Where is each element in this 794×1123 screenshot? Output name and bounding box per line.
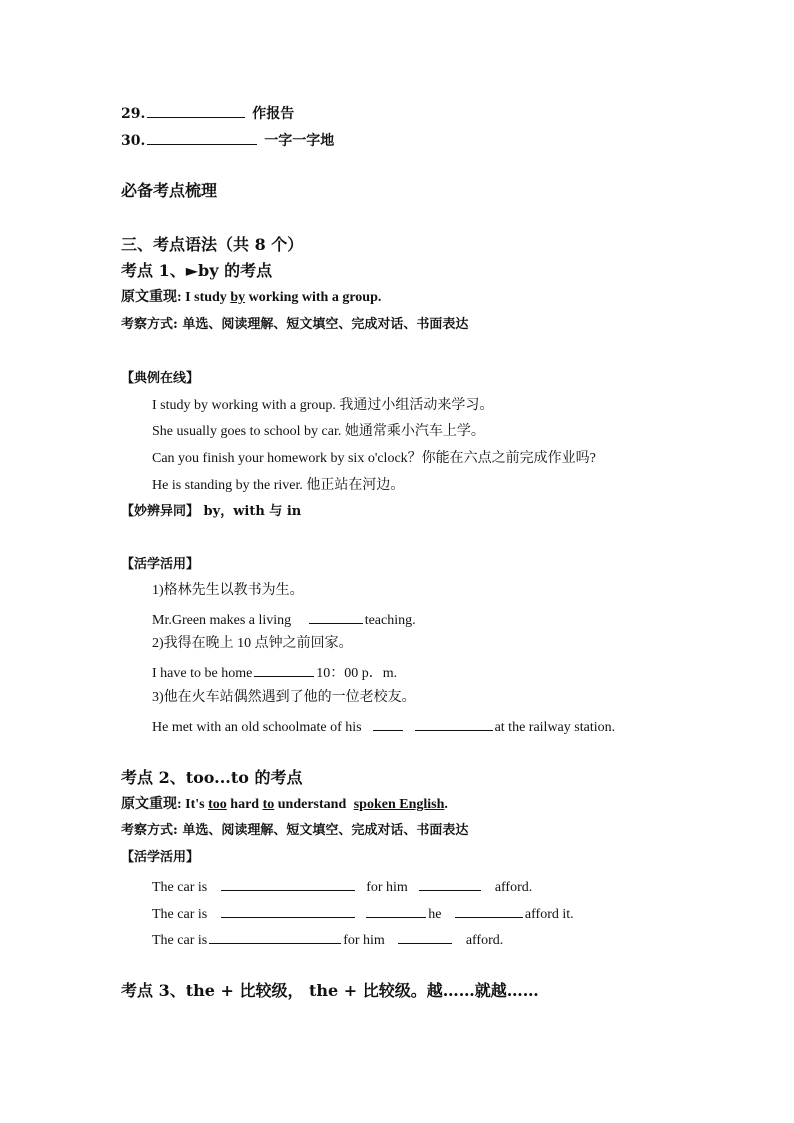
point1-exam xyxy=(121,318,468,331)
practice-label: 【活学活用】 xyxy=(121,557,200,572)
vocab-meaning: 作报告 xyxy=(252,106,295,122)
sentence-part: Mr.Green makes a living xyxy=(152,613,292,628)
diff-text: by，with 与 in xyxy=(203,504,302,519)
sentence-part: afford. xyxy=(465,933,504,948)
answer-blank[interactable] xyxy=(366,905,426,918)
original-underlined: too xyxy=(208,797,227,812)
vocab-number: 29. xyxy=(121,106,146,122)
answer-blank[interactable] xyxy=(455,905,523,918)
vocab-item-30 xyxy=(121,132,334,148)
diff-label: 【妙辨异同】 xyxy=(121,504,200,519)
practice-q2-cn: 2)我得在晚上 10 点钟之前回家。 xyxy=(152,636,353,651)
answer-blank[interactable] xyxy=(147,105,245,118)
point2-row-1 xyxy=(152,878,532,895)
grammar-heading: 三、考点语法（共 8 个） xyxy=(121,235,304,254)
example-sentence: She usually goes to school by car. 她通常乘小汽车上学。 xyxy=(152,424,485,439)
sentence-part: The car is xyxy=(152,880,208,895)
point2-title: 考点 2、too...to 的考点 xyxy=(121,768,303,787)
point3-title: 考点 3、the + 比较级， the + 比较级。越……就越…… xyxy=(121,981,539,1000)
original-label: 原文重现: xyxy=(121,797,182,812)
sentence-part: at the railway station. xyxy=(494,720,616,735)
original-text: I study xyxy=(185,290,227,305)
answer-blank[interactable] xyxy=(419,878,481,891)
sentence-part: He met with an old schoolmate of his xyxy=(152,720,362,735)
sentence-part: teaching. xyxy=(364,613,416,628)
original-underlined: by xyxy=(230,290,246,305)
practice-q1 xyxy=(152,611,416,628)
practice-q3 xyxy=(152,718,615,735)
point2-practice-label: 【活学活用】 xyxy=(121,850,200,865)
point1-original xyxy=(121,291,381,305)
exam-text: 单选、阅读理解、短文填空、完成对话、书面表达 xyxy=(182,823,469,838)
point2-original xyxy=(121,798,448,812)
sentence-part: The car is xyxy=(152,933,208,948)
practice-q3-cn: 3)他在火车站偶然遇到了他的一位老校友。 xyxy=(152,690,416,705)
answer-blank[interactable] xyxy=(398,931,452,944)
exam-label: 考察方式: xyxy=(121,317,178,332)
sentence-part: 10：00 p．m. xyxy=(316,666,398,681)
original-text: It's xyxy=(185,797,205,812)
original-label: 原文重现: xyxy=(121,290,182,305)
sentence-part: The car is xyxy=(152,907,208,922)
exam-label: 考察方式: xyxy=(121,823,178,838)
practice-q1-cn: 1)格林先生以教书为生。 xyxy=(152,583,304,598)
answer-blank[interactable] xyxy=(209,931,341,944)
original-text: hard xyxy=(230,797,260,812)
point2-row-3 xyxy=(152,931,503,948)
point2-exam xyxy=(121,824,468,837)
example-sentence: Can you finish your homework by six o'clock？你能在六点之前完成作业吗? xyxy=(152,451,596,466)
sentence-part: afford. xyxy=(494,880,533,895)
sentence-part: for him xyxy=(366,880,408,895)
section-title: 必备考点梳理 xyxy=(121,181,218,200)
answer-blank[interactable] xyxy=(147,132,257,145)
practice-q2 xyxy=(152,664,397,681)
answer-blank[interactable] xyxy=(309,611,363,624)
sentence-part: afford it. xyxy=(524,907,574,922)
original-underlined: to xyxy=(262,797,275,812)
original-underlined: spoken English xyxy=(353,797,445,812)
answer-blank[interactable] xyxy=(221,905,355,918)
point2-row-2 xyxy=(152,905,574,922)
example-sentence: I study by working with a group. 我通过小组活动来学习。 xyxy=(152,398,494,413)
exam-text: 单选、阅读理解、短文填空、完成对话、书面表达 xyxy=(182,317,469,332)
vocab-number: 30. xyxy=(121,133,146,149)
sentence-part: he xyxy=(428,907,442,922)
diff-line xyxy=(121,505,301,518)
original-text: understand xyxy=(277,797,347,812)
sentence-part: for him xyxy=(343,933,385,948)
answer-blank[interactable] xyxy=(373,718,403,731)
vocab-item-29 xyxy=(121,105,294,121)
answer-blank[interactable] xyxy=(415,718,493,731)
examples-label: 【典例在线】 xyxy=(121,371,200,386)
point1-title: 考点 1、►by 的考点 xyxy=(121,261,273,280)
vocab-meaning: 一字一字地 xyxy=(264,133,335,149)
sentence-part: I have to be home xyxy=(152,666,253,681)
answer-blank[interactable] xyxy=(221,878,355,891)
answer-blank[interactable] xyxy=(254,664,314,677)
original-text: working with a group. xyxy=(248,290,382,305)
example-sentence: He is standing by the river. 他正站在河边。 xyxy=(152,478,405,493)
original-text: . xyxy=(444,797,448,812)
